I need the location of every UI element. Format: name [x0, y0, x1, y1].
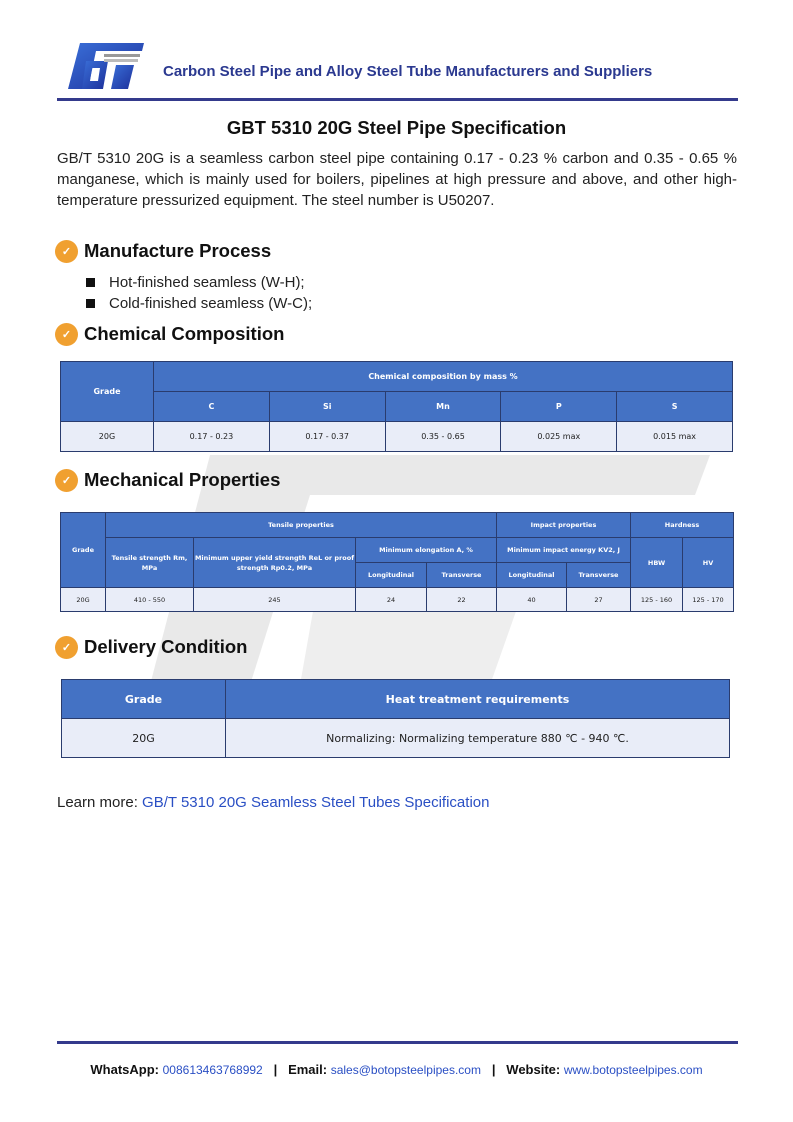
header: Transverse: [567, 563, 631, 588]
whatsapp-link[interactable]: 008613463768992: [162, 1063, 263, 1077]
cell: 245: [194, 588, 356, 612]
col-header: Si: [269, 392, 385, 422]
whatsapp-label: WhatsApp:: [90, 1062, 159, 1077]
section-chemical: [57, 323, 284, 345]
cell: 20G: [61, 588, 106, 612]
col-header: C: [154, 392, 270, 422]
group-header: Chemical composition by mass %: [154, 362, 733, 392]
col-header: S: [617, 392, 733, 422]
header: HV: [683, 538, 734, 588]
footer-divider: [57, 1041, 738, 1044]
cell: 0.025 max: [501, 422, 617, 452]
bullet-icon: [86, 299, 95, 308]
cell: 410 - 550: [106, 588, 194, 612]
header: Longitudinal: [497, 563, 567, 588]
separator: |: [491, 1062, 496, 1077]
list-item: [86, 295, 312, 312]
delivery-table: [61, 679, 730, 758]
website-link[interactable]: www.botopsteelpipes.com: [563, 1063, 703, 1077]
cell: 40: [497, 588, 567, 612]
cell: 22: [427, 588, 497, 612]
cell: 20G: [62, 719, 226, 758]
section-heading: Mechanical Properties: [84, 469, 281, 490]
col-header: P: [501, 392, 617, 422]
header: Hardness: [631, 513, 734, 538]
cell: 24: [356, 588, 427, 612]
cell: 27: [567, 588, 631, 612]
header: Heat treatment requirements: [226, 680, 730, 719]
header-tagline: Carbon Steel Pipe and Alloy Steel Tube Manufacturers and Suppliers: [163, 63, 653, 80]
header: Transverse: [427, 563, 497, 588]
table-row: [61, 588, 734, 612]
intro-paragraph: GB/T 5310 20G is a seamless carbon steel pipe containing 0.17 - 0.23 % carbon and 0.35 - 0.65 % manganese, which is mainly used for boilers, pipelines at high pressure and above, and other high-temperature pressurized equipment. The steel number is U50207.: [57, 150, 737, 209]
email-link[interactable]: sales@botopsteelpipes.com: [330, 1063, 481, 1077]
learn-more-link[interactable]: GB/T 5310 20G Seamless Steel Tubes Specification: [142, 794, 490, 811]
grade-header: Grade: [62, 680, 226, 719]
bullet-icon: [86, 278, 95, 287]
header: Longitudinal: [356, 563, 427, 588]
cell: 0.35 - 0.65: [385, 422, 501, 452]
email-label: Email:: [288, 1062, 328, 1077]
company-logo: [66, 41, 146, 91]
page-title: GBT 5310 20G Steel Pipe Specification: [226, 117, 567, 138]
learn-more: [57, 794, 489, 811]
table-row: [61, 422, 733, 452]
cell: 20G: [61, 422, 154, 452]
table-row: [62, 719, 730, 758]
check-badge-icon: ✓: [57, 242, 76, 261]
header: Minimum elongation A, %: [356, 538, 497, 563]
separator: |: [273, 1062, 278, 1077]
section-delivery: [57, 636, 247, 658]
header: Tensile strength Rm, MPa: [106, 538, 194, 588]
col-header: Mn: [385, 392, 501, 422]
header: Tensile properties: [106, 513, 497, 538]
grade-header: Grade: [61, 513, 106, 588]
header: Minimum impact energy KV2, J: [497, 538, 631, 563]
section-mechanical: [57, 469, 280, 491]
cell: Normalizing: Normalizing temperature 880 ℃ - 940 ℃.: [226, 719, 730, 758]
header-divider: [57, 98, 738, 101]
mechanical-table: [60, 512, 734, 612]
header: Minimum upper yield strength ReL or proof strength Rp0.2, MPa: [194, 538, 356, 588]
check-badge-icon: ✓: [57, 325, 76, 344]
check-badge-icon: ✓: [57, 471, 76, 490]
learn-more-label: Learn more:: [57, 794, 143, 811]
header: HBW: [631, 538, 683, 588]
header: Impact properties: [497, 513, 631, 538]
check-badge-icon: ✓: [57, 638, 76, 657]
footer: [0, 1062, 793, 1077]
chemical-table: [60, 361, 733, 452]
grade-header: Grade: [61, 362, 154, 422]
section-heading: Manufacture Process: [84, 240, 272, 261]
cell: 0.17 - 0.37: [269, 422, 385, 452]
list-item-text: Hot-finished seamless (W-H);: [109, 274, 305, 291]
cell: 0.015 max: [617, 422, 733, 452]
list-item-text: Cold-finished seamless (W-C);: [109, 295, 313, 312]
list-item: [86, 274, 305, 291]
section-heading: Delivery Condition: [84, 636, 248, 657]
website-label: Website:: [506, 1062, 561, 1077]
section-manufacture: [57, 240, 271, 262]
section-heading: Chemical Composition: [84, 323, 285, 344]
cell: 0.17 - 0.23: [154, 422, 270, 452]
cell: 125 - 160: [631, 588, 683, 612]
cell: 125 - 170: [683, 588, 734, 612]
